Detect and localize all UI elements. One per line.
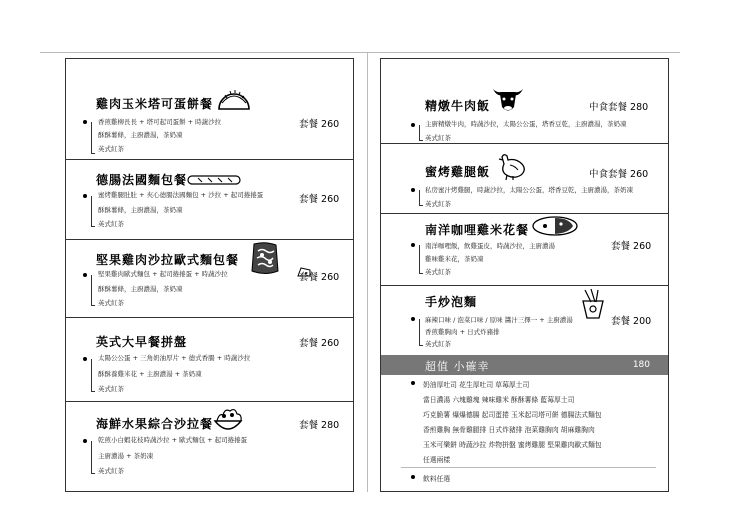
dish-desc-line: 英式紅茶 — [425, 268, 451, 276]
menu-section-chicken-rice — [381, 143, 668, 214]
menu-section-curry — [381, 213, 668, 286]
combo-item-line: 香煎雞胸 無骨雞腿排 日式炸豬排 泡菜雞胸肉 胡麻雞胸肉 — [423, 426, 595, 434]
dish-title: 德腸法國麵包餐 — [96, 173, 188, 187]
page-fold-line — [367, 52, 368, 492]
dish-title: 南洋咖哩雞米花餐 — [425, 223, 530, 237]
dish-desc-line: 英式紅茶 — [98, 467, 124, 475]
dish-desc-line: 英式紅茶 — [425, 200, 451, 208]
bullet — [411, 381, 415, 385]
bullet — [411, 317, 415, 321]
dish-desc-line: 英式紅茶 — [98, 145, 124, 153]
dish-desc-line: 英式紅茶 — [98, 220, 124, 228]
combo-item-note: 任選兩樣 — [423, 456, 451, 464]
dish-desc-line: 酥酥薯條，主廚濃湯，茶奶凍 — [98, 206, 183, 214]
left-menu-panel — [65, 58, 354, 492]
dish-desc-line: 乾煎小白蝦花枝時蔬沙拉 + 歐式麵包 + 起司捲捲蛋 — [98, 436, 248, 444]
dish-desc-line: 酥酥薯條，主廚濃湯，茶奶凍 — [98, 285, 183, 293]
chicken-icon — [496, 151, 530, 181]
combo-item-line: 玉米可樂餅 時蔬沙拉 炸物拼盤 蜜烤雞腿 堅果雞肉歐式麵包 — [423, 441, 602, 449]
baguette-icon — [186, 173, 242, 187]
curry-icon — [531, 215, 579, 237]
dish-price: 套餐 280 — [299, 420, 340, 431]
dish-price: 套餐 260 — [299, 119, 340, 130]
bullet — [83, 120, 87, 124]
list-bracket — [91, 359, 95, 392]
bullet — [411, 475, 415, 479]
list-bracket — [419, 319, 423, 346]
menu-section-seafood-salad — [66, 401, 353, 491]
menu-section-nut-chicken — [66, 239, 353, 318]
menu-section-noodles — [381, 285, 668, 353]
bull-icon — [491, 83, 525, 115]
banner-title: 超值 小確幸 — [425, 360, 490, 373]
bullet — [411, 243, 415, 247]
list-bracket — [91, 122, 95, 154]
dish-desc-line: 堅果雞肉歐式麵包 + 起司捲捲蛋 + 時蔬沙拉 — [98, 270, 228, 278]
dish-desc-line: 蜜烤雞腿肚肚 + 夾心德腸法國麵包 + 沙拉 + 起司捲捲蛋 — [98, 191, 264, 199]
bullet — [83, 194, 87, 198]
dish-desc-line: 酥酥薯條，主廚濃湯，茶奶凍 — [98, 131, 183, 139]
drink-note: 飲料任選 — [423, 475, 451, 483]
bullet — [83, 357, 87, 361]
bullet — [411, 188, 415, 192]
dish-desc-line: 雞味雞米花，茶奶凍 — [425, 255, 484, 263]
dish-title: 精燉牛肉飯 — [425, 99, 491, 113]
banner-price: 180 — [632, 360, 650, 370]
dish-price: 套餐 260 — [299, 272, 340, 283]
dish-desc-line: 麻辣口味 / 泡菜口味 / 原味 醬汁三擇一 + 主廚濃湯 — [425, 316, 573, 324]
dish-desc-line: 香煎雞胸肉 + 日式炸豬排 — [425, 328, 500, 336]
combo-item-line: 巧克脆薯 爆爆德腸 起司蛋捲 玉米起司塔可餅 德腸法式麵包 — [423, 411, 602, 419]
dish-price: 套餐 260 — [611, 241, 652, 252]
dish-desc-line: 酥酥養雞米花 + 主廚濃湯 + 茶奶凍 — [98, 370, 202, 378]
list-bracket — [91, 196, 95, 227]
noodle-icon — [581, 288, 605, 320]
dish-price: 中食套餐 260 — [589, 169, 649, 180]
salad-bowl-icon — [211, 403, 245, 435]
dish-price: 套餐 260 — [299, 194, 340, 205]
dish-desc-line: 英式紅茶 — [425, 340, 451, 348]
page-guide-line — [40, 52, 680, 53]
bullet — [83, 273, 87, 277]
dish-title: 蜜烤雞腿飯 — [425, 165, 491, 179]
combo-item-line: 當日濃湯 六塊雞塊 辣味雞米 酥酥薯條 藍莓厚土司 — [423, 396, 575, 404]
bullet — [411, 123, 415, 127]
dish-desc-line: 私房蜜汁烤雞腿，時蔬沙拉，太陽公公蛋，塔香豆乾，主廚濃湯，茶奶凍 — [425, 186, 633, 194]
list-bracket — [419, 125, 423, 141]
dish-desc-line: 香煎雞柳長長 + 塔可起司蛋餅 + 時蔬沙拉 — [98, 118, 222, 126]
menu-section-taco — [66, 59, 353, 160]
salad-bread-icon — [248, 241, 282, 277]
list-bracket — [91, 275, 95, 306]
dish-title: 手炒泡麵 — [425, 295, 478, 309]
dish-title: 英式大早餐拼盤 — [96, 335, 188, 349]
dish-title: 雞肉玉米塔可蛋餅餐 — [96, 97, 214, 111]
dish-title: 海鮮水果綜合沙拉餐 — [96, 417, 214, 431]
right-menu-panel — [380, 58, 669, 492]
dish-desc-line: 英式紅茶 — [98, 299, 124, 307]
list-bracket — [419, 190, 423, 206]
list-bracket — [419, 245, 423, 274]
dish-desc-line: 太陽公公蛋 + 三角奶油厚片 + 德式香腸 + 時蔬沙拉 — [98, 354, 251, 362]
combo-item-line: 奶油厚吐司 花生厚吐司 草莓厚土司 — [423, 381, 530, 389]
divider — [401, 467, 656, 468]
dish-price: 套餐 260 — [299, 338, 340, 349]
dish-desc-line: 英式紅茶 — [98, 385, 124, 393]
menu-section-english-breakfast — [66, 317, 353, 402]
dish-desc-line: 南洋咖哩飯，飲雞蛋皮，時蔬沙拉，主廚濃湯 — [425, 242, 555, 250]
menu-section-sausage — [66, 159, 353, 240]
dish-title: 堅果雞肉沙拉歐式麵包餐 — [96, 253, 240, 267]
value-combo-banner — [381, 355, 668, 375]
list-bracket — [91, 441, 95, 474]
menu-section-beef-rice — [381, 59, 668, 144]
dish-desc-line: 主廚精燉牛肉，時蔬沙拉，太陽公公蛋，塔香豆乾，主廚濃湯，茶奶凍 — [425, 120, 627, 128]
dish-price: 中食套餐 280 — [589, 102, 649, 113]
dish-price: 套餐 200 — [611, 316, 652, 327]
bullet — [83, 439, 87, 443]
dish-desc-line: 主廚濃湯 + 茶奶凍 — [98, 452, 154, 460]
taco-icon — [216, 81, 252, 111]
dish-desc-line: 英式紅茶 — [425, 134, 451, 142]
